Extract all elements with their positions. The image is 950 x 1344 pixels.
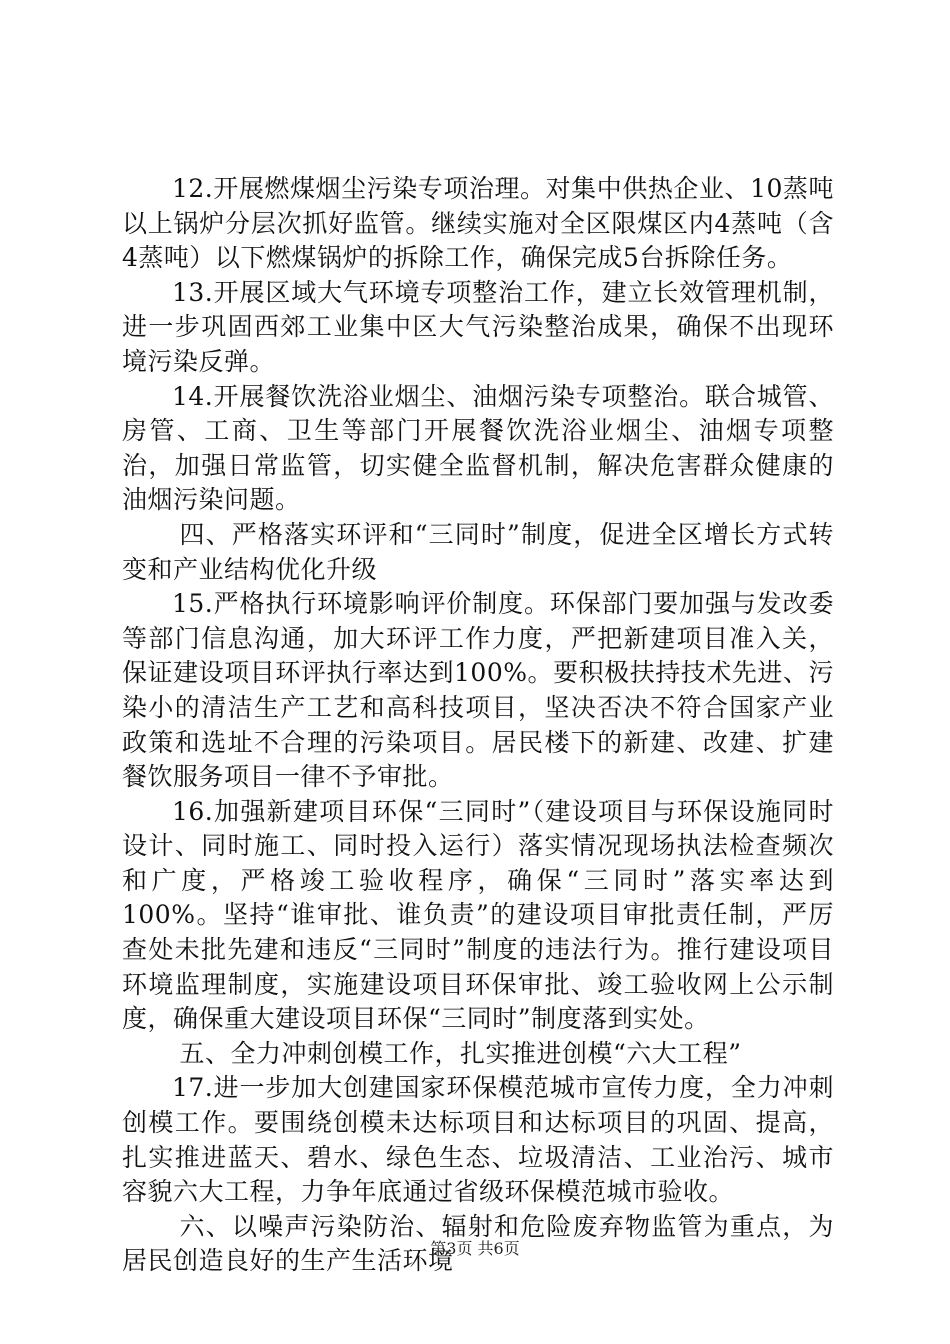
paragraph-14: 14.开展餐饮洗浴业烟尘、油烟污染专项整治。联合城管、房管、工商、卫生等部门开展餐饮洗浴业烟尘、油烟专项整治，加强日常监管，切实健全监督机制，解决危害群众健康的油烟污染问题。 (122, 381, 834, 515)
paragraph-13: 13.开展区域大气环境专项整治工作，建立长效管理机制，进一步巩固西郊工业集中区大气污染整治成果，确保不出现环境污染反弹。 (122, 277, 834, 376)
paragraph-15: 15.严格执行环境影响评价制度。环保部门要加强与发改委等部门信息沟通，加大环评工作力度，严把新建项目准入关，保证建设项目环评执行率达到100%。要积极扶持技术先进、污染小的清洁生产工艺和高科技项目，坚决否决不符合国家产业政策和选址不合理的污染项目。居民楼下的新建、改建、扩建餐饮服务项目一律不予审批。 (122, 589, 834, 792)
paragraph-17: 17.进一步加大创建国家环保模范城市宣传力度，全力冲刺创模工作。要围绕创模未达标项目和达标项目的巩固、提高，扎实推进蓝天、碧水、绿色生态、垃圾清洁、工业治污、城市容貌六大工程，力争年底通过省级环保模范城市验收。 (122, 1073, 834, 1207)
page-number-footer: 第3页 共6页 (430, 1239, 520, 1258)
document-body (122, 172, 834, 1279)
paragraph-16: 16.加强新建项目环保“三同时”（建设项目与环保设施同时设计、同时施工、同时投入运行）落实情况现场执法检查频次和广度，严格竣工验收程序，确保“三同时”落实率达到100%。坚持“谁审批、谁负责”的建设项目审批责任制，严厉查处未批先建和违反“三同时”制度的违法行为。推行建设项目环境监理制度，实施建设项目环保审批、竣工验收网上公示制度，确保重大建设项目环保“三同时”制度落到实处。 (122, 796, 834, 1034)
paragraph-12: 12.开展燃煤烟尘污染专项治理。对集中供热企业、10蒸吨以上锅炉分层次抓好监管。继续实施对全区限煤区内4蒸吨（含4蒸吨）以下燃煤锅炉的拆除工作，确保完成5台拆除任务。 (122, 174, 834, 273)
section-heading-5: 五、全力冲刺创模工作，扎实推进创模“六大工程” (179, 1038, 742, 1068)
section-heading-6: 六、以噪声污染防治、辐射和危险废弃物监管为重点，为居民创造良好的生产生活环境 (122, 1211, 834, 1276)
section-heading-4: 四、严格落实环评和“三同时”制度，促进全区增长方式转变和产业结构优化升级 (122, 519, 834, 584)
